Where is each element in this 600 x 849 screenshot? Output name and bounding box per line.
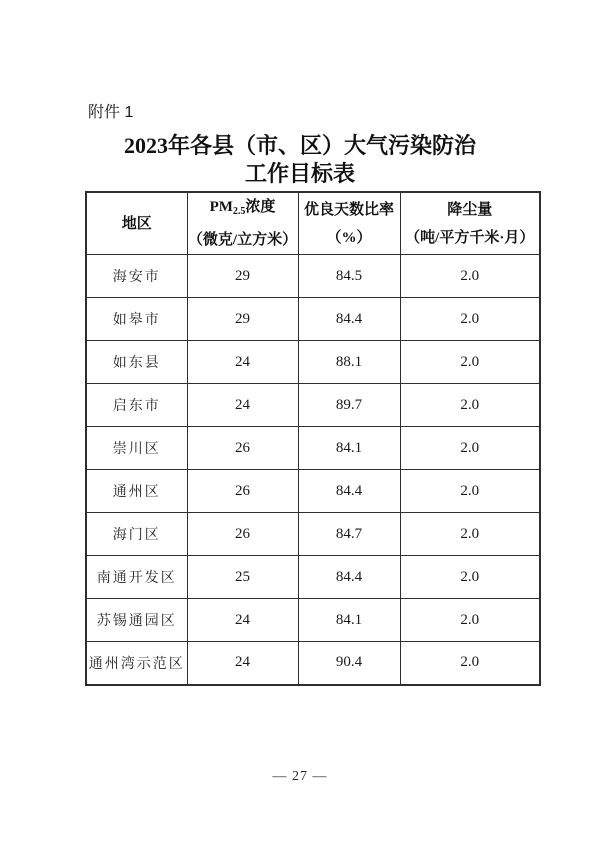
page-number: — 27 — [272,769,328,784]
title-line-1: 2023年各县（市、区）大气污染防治 [123,133,476,158]
cell-region: 启东市 [86,384,187,427]
cell-pm25: 24 [187,642,298,685]
cell-dust: 2.0 [400,556,540,599]
table-row [86,470,540,513]
cell-region: 如东县 [86,341,187,384]
title-line-2: 工作目标表 [244,161,355,186]
table-row [86,255,540,298]
cell-region: 海安市 [86,255,187,298]
cell-good-days: 84.5 [298,255,400,298]
attachment-label: 附件 1 [88,104,134,121]
header-cell-dust [400,192,540,255]
cell-pm25: 29 [187,298,298,341]
cell-pm25: 29 [187,255,298,298]
cell-region: 海门区 [86,513,187,556]
cell-good-days: 84.1 [298,427,400,470]
document-title [0,132,600,188]
header-cell-pm25 [187,192,298,255]
cell-region: 通州区 [86,470,187,513]
cell-good-days: 84.4 [298,470,400,513]
header-cell-good-days [298,192,400,255]
dust-label: 降尘量 [447,201,493,218]
table-row [86,341,540,384]
cell-dust: 2.0 [400,470,540,513]
good-days-label: 优良天数比率 [303,201,394,218]
cell-region: 崇川区 [86,427,187,470]
cell-pm25: 25 [187,556,298,599]
table-row [86,642,540,685]
cell-good-days: 84.7 [298,513,400,556]
cell-region: 如皋市 [86,298,187,341]
pm25-prefix: PM [209,199,233,215]
header-cell-region [86,192,187,255]
pm25-suffix: 浓度 [245,199,276,215]
cell-dust: 2.0 [400,384,540,427]
table-row [86,384,540,427]
cell-good-days: 88.1 [298,341,400,384]
cell-dust: 2.0 [400,427,540,470]
cell-dust: 2.0 [400,341,540,384]
table-header-row [86,192,540,255]
cell-good-days: 84.4 [298,556,400,599]
pm25-subscript: 2.5 [232,206,246,217]
cell-pm25: 26 [187,427,298,470]
cell-dust: 2.0 [400,513,540,556]
cell-pm25: 24 [187,341,298,384]
cell-region: 苏锡通园区 [86,599,187,642]
cell-good-days: 84.1 [298,599,400,642]
table-row [86,427,540,470]
table-row [86,513,540,556]
pm25-unit: （微克/立方米） [187,232,298,248]
table-row [86,599,540,642]
dust-unit: （吨/平方千米·月） [405,229,535,246]
targets-table [85,191,541,686]
cell-dust: 2.0 [400,599,540,642]
pm25-label [188,193,298,226]
cell-dust: 2.0 [400,255,540,298]
cell-pm25: 26 [187,470,298,513]
cell-good-days: 89.7 [298,384,400,427]
cell-pm25: 24 [187,599,298,642]
cell-region: 通州湾示范区 [86,642,187,685]
cell-dust: 2.0 [400,642,540,685]
region-label: 地区 [121,215,152,232]
good-days-unit: （%） [326,229,372,246]
cell-dust: 2.0 [400,298,540,341]
cell-pm25: 26 [187,513,298,556]
cell-good-days: 90.4 [298,642,400,685]
cell-region: 南通开发区 [86,556,187,599]
table-row [86,298,540,341]
cell-good-days: 84.4 [298,298,400,341]
cell-pm25: 24 [187,384,298,427]
table-row [86,556,540,599]
